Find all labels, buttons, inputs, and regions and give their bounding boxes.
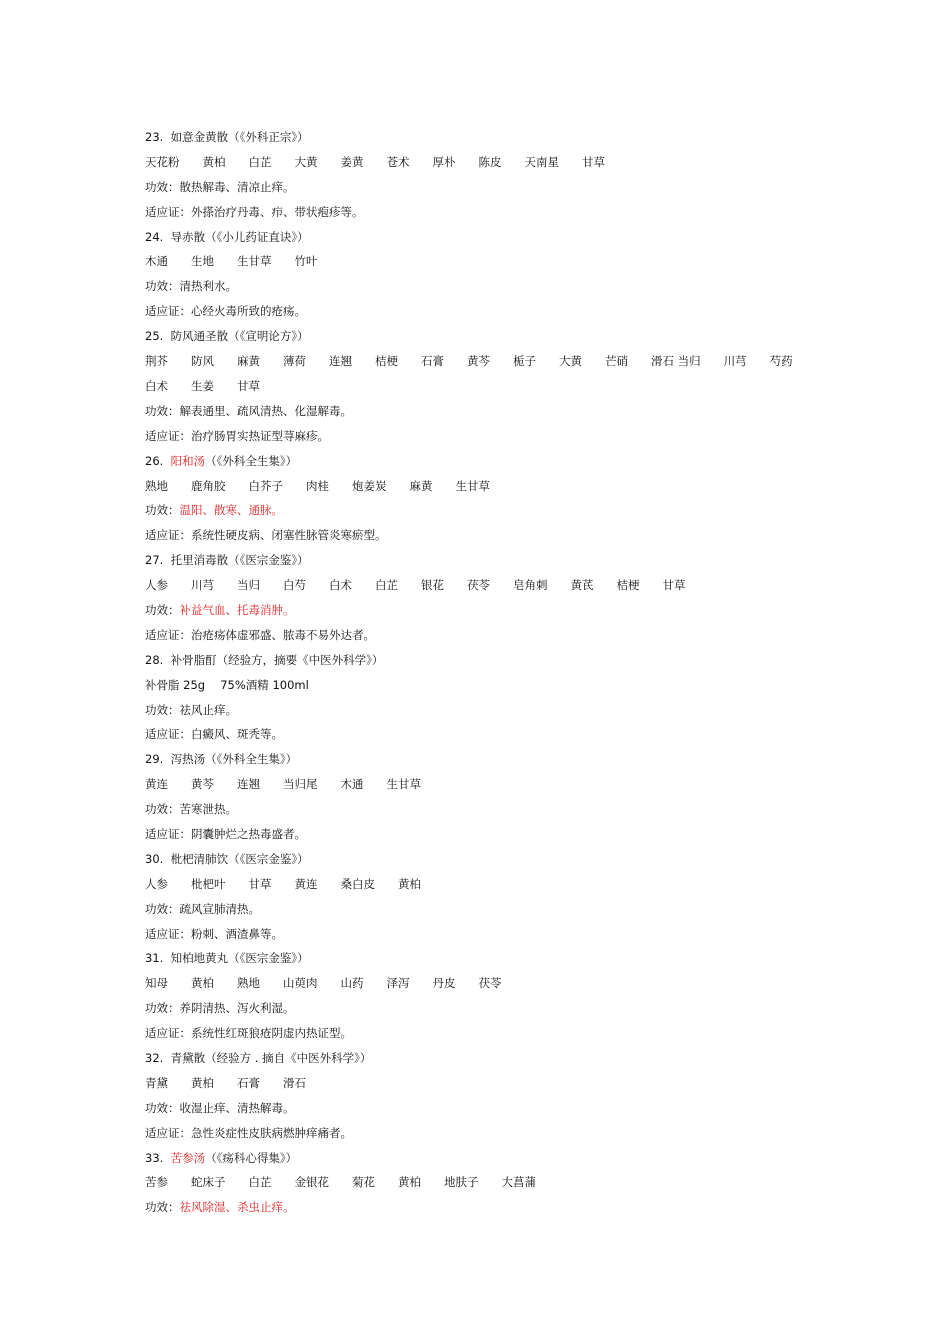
herb-list: 知母 黄柏 熟地 山萸肉 山药 泽泻 丹皮 茯苓 — [145, 976, 502, 991]
herb-list: 苦参 蛇床子 白芷 金银花 菊花 黄柏 地肤子 大菖蒲 — [145, 1175, 536, 1190]
indication-line: 适应证：治疮疡体虚邪盛、脓毒不易外达者。 — [145, 627, 375, 642]
herb-list: 黄连 黄芩 连翘 当归尾 木通 生甘草 — [145, 777, 421, 792]
effect-line: 功效：清热利水。 — [145, 279, 237, 294]
prescription-name: 阳和汤 — [170, 453, 206, 468]
prescription-name: 青黛散 — [170, 1050, 206, 1065]
indication-line: 适应证：粉刺、酒渣鼻等。 — [145, 926, 283, 941]
prescription-source: （《疡科心得集》） — [205, 1150, 298, 1165]
prescription-source: （经验方 . 摘自《中医外科学》） — [205, 1050, 372, 1065]
prescription-name: 苦参汤 — [170, 1150, 206, 1165]
prescription-source: （《医宗金鉴》） — [228, 553, 309, 568]
prescription-source: （《医宗金鉴》） — [228, 851, 309, 866]
entry-title: 31. 知柏地黄丸（《医宗金鉴》） — [145, 951, 309, 966]
effect-line: 功效：疏风宣肺清热。 — [145, 901, 260, 916]
prescription-name: 泻热汤 — [170, 752, 206, 767]
prescription-source: （《宣明论方》） — [228, 329, 309, 344]
effect-line: 功效：散热解毒、清凉止痒。 — [145, 179, 295, 194]
herb-list: 木通 生地 生甘草 竹叶 — [145, 254, 318, 269]
prescription-source: （《小儿药证直诀》） — [205, 229, 309, 244]
effect-line: 功效：温阳、散寒、通脉。 — [145, 503, 283, 518]
prescription-source: （《外科全生集》） — [205, 453, 298, 468]
prescription-list — [145, 125, 815, 1220]
herb-list: 天花粉 黄柏 白芷 大黄 姜黄 苍术 厚朴 陈皮 天南星 甘草 — [145, 154, 605, 169]
entry-title: 27. 托里消毒散（《医宗金鉴》） — [145, 553, 309, 568]
indication-line: 适应证：外搽治疗丹毒、疖、带状疱疹等。 — [145, 204, 364, 219]
indication-line: 适应证：治疗肠胃实热证型荨麻疹。 — [145, 428, 329, 443]
herb-list: 补骨脂 25g 75%酒精 100ml — [145, 677, 309, 692]
prescription-name: 如意金黄散 — [170, 130, 229, 144]
herb-list: 青黛 黄柏 石膏 滑石 — [145, 1075, 306, 1090]
prescription-source: （《外科全生集》） — [205, 752, 298, 767]
entry-title: 23. 如意金黄散（《外科正宗》） — [145, 130, 309, 144]
indication-line: 适应证：心经火毒所致的疮疡。 — [145, 304, 306, 319]
herb-list: 人参 枇杷叶 甘草 黄连 桑白皮 黄柏 — [145, 876, 421, 891]
indication-line: 适应证：白癜风、斑秃等。 — [145, 727, 283, 742]
entry-title: 29. 泻热汤（《外科全生集》） — [145, 752, 298, 767]
prescription-name: 知柏地黄丸 — [170, 951, 229, 966]
effect-line: 功效：祛风止痒。 — [145, 702, 237, 717]
prescription-name: 导赤散 — [170, 229, 206, 244]
herb-list: 人参 川芎 当归 白芍 白术 白芷 银花 茯苓 皂角刺 黄芪 桔梗 甘草 — [145, 578, 686, 593]
entry-title: 24. 导赤散（《小儿药证直诀》） — [145, 229, 309, 244]
effect-line: 功效：养阴清热、泻火利湿。 — [145, 1001, 295, 1016]
prescription-source: （《外科正宗》） — [228, 130, 309, 144]
herb-list: 熟地 鹿角胶 白芥子 肉桂 炮姜炭 麻黄 生甘草 — [145, 478, 490, 493]
prescription-name: 枇杷清肺饮 — [170, 851, 229, 866]
entry-title: 26. 阳和汤（《外科全生集》） — [145, 453, 298, 468]
prescription-name: 防风通圣散 — [170, 329, 229, 344]
entry-title: 32. 青黛散（经验方 . 摘自《中医外科学》） — [145, 1050, 372, 1065]
prescription-source: （经验方，摘要《中医外科学》） — [216, 652, 384, 667]
indication-line: 适应证：阴囊肿烂之热毒盛者。 — [145, 826, 306, 841]
entry-title: 30. 枇杷清肺饮（《医宗金鉴》） — [145, 851, 309, 866]
effect-line: 功效：祛风除湿、杀虫止痒。 — [145, 1200, 295, 1215]
indication-line: 适应证：系统性红斑狼疮阴虚内热证型。 — [145, 1026, 352, 1041]
effect-line: 功效：补益气血、托毒消肿。 — [145, 602, 295, 617]
herb-list: 荆芥 防风 麻黄 薄荷 连翘 桔梗 石膏 黄芩 栀子 大黄 芒硝 滑石 当归 川芎 芍药 白术 生姜 甘草 — [145, 354, 816, 393]
entry-title: 28. 补骨脂酊（经验方，摘要《中医外科学》） — [145, 652, 384, 667]
entry-title: 33. 苦参汤（《疡科心得集》） — [145, 1150, 298, 1165]
prescription-source: （《医宗金鉴》） — [228, 951, 309, 966]
prescription-name: 托里消毒散 — [170, 553, 229, 568]
indication-line: 适应证：急性炎症性皮肤病燃肿痒痛者。 — [145, 1125, 352, 1140]
prescription-name: 补骨脂酊 — [170, 652, 217, 667]
effect-line: 功效：苦寒泄热。 — [145, 802, 237, 817]
effect-line: 功效：收湿止痒、清热解毒。 — [145, 1100, 295, 1115]
indication-line: 适应证：系统性硬皮病、闭塞性脉管炎寒瘀型。 — [145, 528, 387, 543]
entry-title: 25. 防风通圣散（《宣明论方》） — [145, 329, 309, 344]
effect-line: 功效：解表通里、疏风清热、化湿解毒。 — [145, 403, 352, 418]
